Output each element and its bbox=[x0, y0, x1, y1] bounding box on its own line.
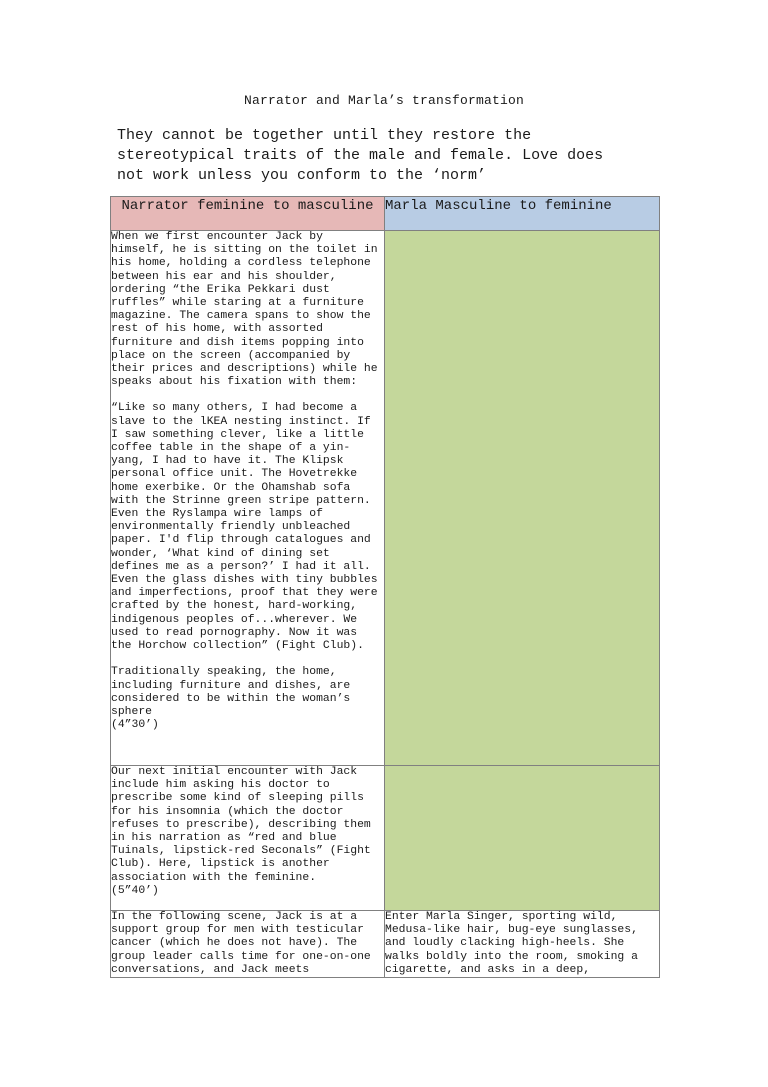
table-row bbox=[111, 911, 660, 978]
document-title: Narrator and Marla’s transformation bbox=[243, 93, 525, 108]
header-marla: Marla Masculine to feminine bbox=[385, 197, 660, 231]
narrator-cell bbox=[111, 231, 385, 766]
paragraph: When we first encounter Jack by himself, he is sitting on the toilet in his home, holding a cordless telephone between his ear and his shoulder, ordering “the Erika Pekkari dust ruffles” while staring at a furniture magazine. The camera spans to show the rest of his home, with assorted furniture and dish items popping into place on the screen (accompanied by their prices and descriptions) while he speaks about his fixation with them: bbox=[111, 231, 378, 389]
marla-cell bbox=[385, 766, 660, 911]
intro-paragraph: They cannot be together until they restore the stereotypical traits of the male and female. Love does not work unless you conform to the ‘norm’ bbox=[117, 127, 604, 184]
table-header-row bbox=[111, 197, 660, 231]
marla-cell bbox=[385, 231, 660, 766]
header-narrator: Narrator feminine to masculine bbox=[111, 197, 385, 231]
comparison-table bbox=[110, 196, 660, 978]
marla-cell: Enter Marla Singer, sporting wild, Medusa-like hair, bug-eye sunglasses, and loudly clacking high-heels. She walks boldly into the room, smoking a cigarette, and asks in a deep, bbox=[385, 911, 660, 978]
table-row bbox=[111, 231, 660, 766]
paragraph: Traditionally speaking, the home, including furniture and dishes, are considered to be within the woman’s sphere (4”30’) bbox=[111, 666, 351, 732]
paragraph: “Like so many others, I had become a slave to the lKEA nesting instinct. If I saw something clever, like a little coffee table in the shape of a yin-yang, I had to have it. The Klipsk personal office unit. The Hovetrekke home exerbike. Or the Ohamshab sofa with the Strinne green stripe pattern. Even the Ryslampa wire lamps of environmentally friendly unbleached paper. I'd flip through catalogues and wonder, ‘What kind of dining set defines me as a person?’ I had it all. Even the glass dishes with tiny bubbles and imperfections, proof that they were crafted by the honest, hard-working, indigenous peoples of...wherever. We used to read pornography. Now it was the Horchow collection” (Fight Club). bbox=[111, 402, 378, 653]
narrator-cell: In the following scene, Jack is at a support group for men with testicular cancer (which he does not have). The group leader calls time for one-on-one conversations, and Jack meets bbox=[111, 911, 385, 978]
narrator-cell: Our next initial encounter with Jack include him asking his doctor to prescribe some kind of sleeping pills for his insomnia (which the doctor refuses to prescribe), describing them in his narration as “red and blue Tuinals, lipstick-red Seconals” (Fight Club). Here, lipstick is another association with the feminine. (5”40’) bbox=[111, 766, 385, 911]
table-row bbox=[111, 766, 660, 911]
